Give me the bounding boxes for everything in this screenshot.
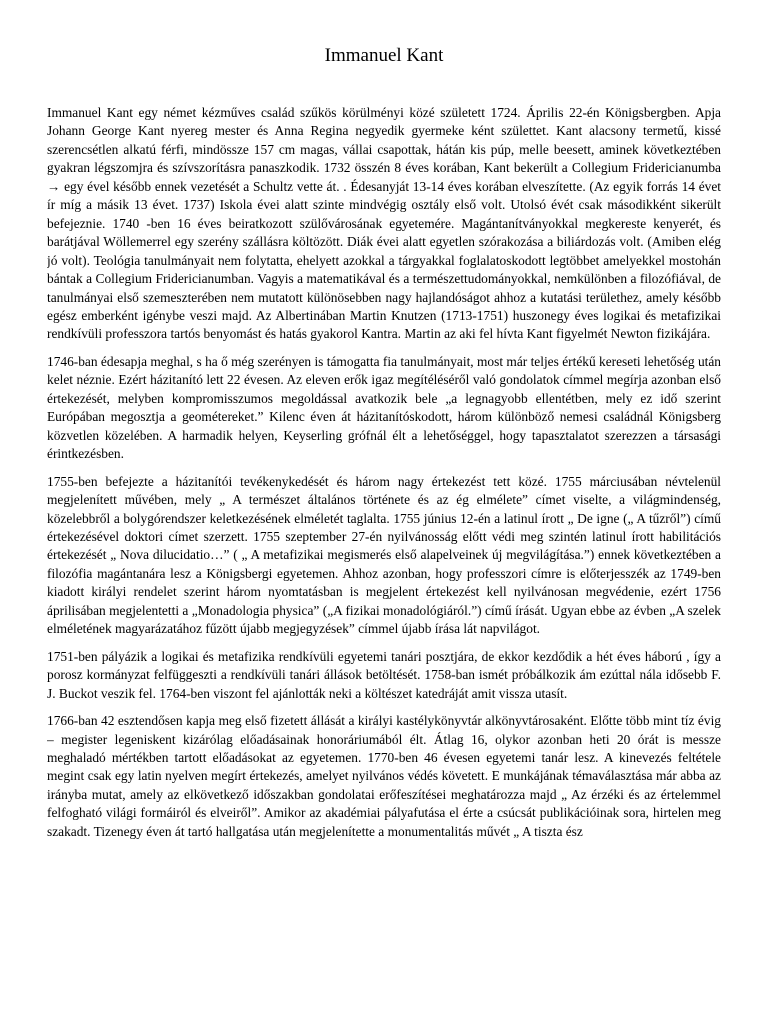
- paragraph-2: 1746-ban édesapja meghal, s ha ő még szerényen is támogatta fia tanulmányait, most már teljes értékű kereseti lehetőség után kelet néznie. Ezért házitanító lett 22 évesen. Az eleven erők igaz megítéléséről való gondolatok címmel megírja azonban első értekezését, melyben kompromisszumos megoldással avatkozik bele „a legnagyobb ellentétben, mely ez idő szerint Európában megosztja a geométereket.” Kilenc éven át házitanítóskodott, három különböző nemesi családnál Königsberg közvetlen közelében. A harmadik helyen, Keyserling grófnál élt a lehetőséggel, hogy tapasztalatot szerezzen a társasági érintkezésben.: [47, 353, 721, 462]
- paragraph-4: 1751-ben pályázik a logikai és metafizika rendkívüli egyetemi tanári posztjára, de ekkor kezdődik a hét éves háború , így a porosz kormányzat felfüggeszti a rendkívüli tanári állások betöltését. 1758-ban ismét próbálkozik ám ezúttal nála idősebb F. J. Buckot veszik fel. 1764-ben viszont fel ajánlották neki a költészet katedráját amit vissza utasít.: [47, 648, 721, 701]
- document-page: [47, 0, 721, 1024]
- paragraph-5: 1766-ban 42 esztendősen kapja meg első fizetett állását a királyi kastélykönyvtár alkönyvtárosaként. Előtte több mint tíz évig – megister legeniskent kizárólag előadásainak honoráriumából élt. Átlag 16, olykor azonban heti 20 órát is messze meghaladó mértékben tartott előadásokat az egyetemen. 1770-ben 46 évesen egyetemi tanár lesz. A kinevezés feltétele megint csak egy latin nyelven megírt értekezés, amelyet nyilvános védés követett. E munkájának témaválasztása már abba az irányba mutat, amely az elkövetkező időszakban gondolatai erőfeszítései meghatározza majd „ Az érzéki és az értelemmel felfogható világi formáiról és elveiről”. Amikor az akadémiai pályafutása el érte a csúcsát publikációinak sora, hirtelen meg szakadt. Tizenegy éven át tartó hallgatása után megjelenítette a monumentalitás művét „ A tiszta ész: [47, 713, 721, 839]
- document-title: Immanuel Kant: [324, 45, 444, 66]
- paragraph-1: Immanuel Kant egy német kézműves család szűkös körülményi közé született 1724. Április 22-én Königsbergben. Apja Johann George Kant nyereg mester és Anna Regina negyedik gyermeke ként születtet. Kant alacsony termetű, kissé szerencsétlen alkatú férfi, mindössze 157 cm magas, vállai csapottak, hátán kis púp, melle beesett, aminek következtében gyakran légszomjra és szívszorításra panaszkodik. 1732 összén 8 éves korában, Kant bekerült a Collegium Fridericianumba → egy ével később ennek vezetését a Schultz vette át. . Édesanyját 13-14 éves korában elveszítette. (Az egyik forrás 14 évet ír míg a másik 13 évet. 1737) Iskola évei alatt szinte mindvégig osztály első volt. Utolsó évét csak másodikként sikerült befejeznie. 1740 -ben 16 éves beiratkozott szülővárosának egyetemére. Magántanítványokkal megkereste kenyerét, és barátjával Wöllemerrel egy szerény szállásra költözött. Diák évei alatt egyetlen szórakozása a biliárdozás volt. (Amiben elég jó volt). Teológia tanulmányait nem folytatta, ehelyett azokkal a tárgyakkal foglalatoskodott legtöbbet amelyekkel mostohán bántak a Collegium Fridericianumban. Vagyis a matematikával és a természettudományokkal, nemkülönben a filozófiával, de tanulmányai első szemeszterében nem mutatott különösebben nagy hajlandóságot ahhoz a kutatási területhez, amely később egész emberként igénybe veszi majd. Az Albertinában Martin Knutzen (1713-1751) huszonegy éves logikai és metafizikai rendkívüli professzora tartós benyomást és hatás gyakorol Kantra. Martin az aki fel hívta Kant figyelmét Newton fizikájára.: [47, 105, 721, 342]
- document-body: [47, 104, 721, 841]
- paragraph-3: 1755-ben befejezte a házitanítói tevékenykedését és három nagy értekezést tett közé. 1755 márciusában névtelenül megjelenített művében, mely „ A természet általános története és az ég elmélete” címet viselte, a világmindenség, közelebbről a bolygórendszer keletkezésének elméletét taglalta. 1755 június 12-én a latinul írott „ De igne („ A tűzről”) című értekezésével doktori címet szerzett. 1755 szeptember 27-én nyilvánosság előtt védi meg szintén latinul írott habilitációs értekezését „ Nova dilucidatio…” ( „ A metafizikai megismerés első alapelveinek új megvilágítása.”) ennek következtében a filozófia magántanára lesz a Königsbergi egyetemen. Ahhoz azonban, hogy professzori címre is előterjesszék az 1749-ben kiadott királyi rendelet szerint három nyomtatásban is megjelent értekezést kell nyilvánosan megvédenie, ezért 1756 áprilisában megjelentetti a „Monadologia physica” („A fizikai monadológiáról.”) című írását. Ugyan ebbe az évben „A szelek elméletének magyarázatához fűzött újabb megjegyzések” címmel újabb írása lát napvilágot.: [47, 473, 721, 637]
